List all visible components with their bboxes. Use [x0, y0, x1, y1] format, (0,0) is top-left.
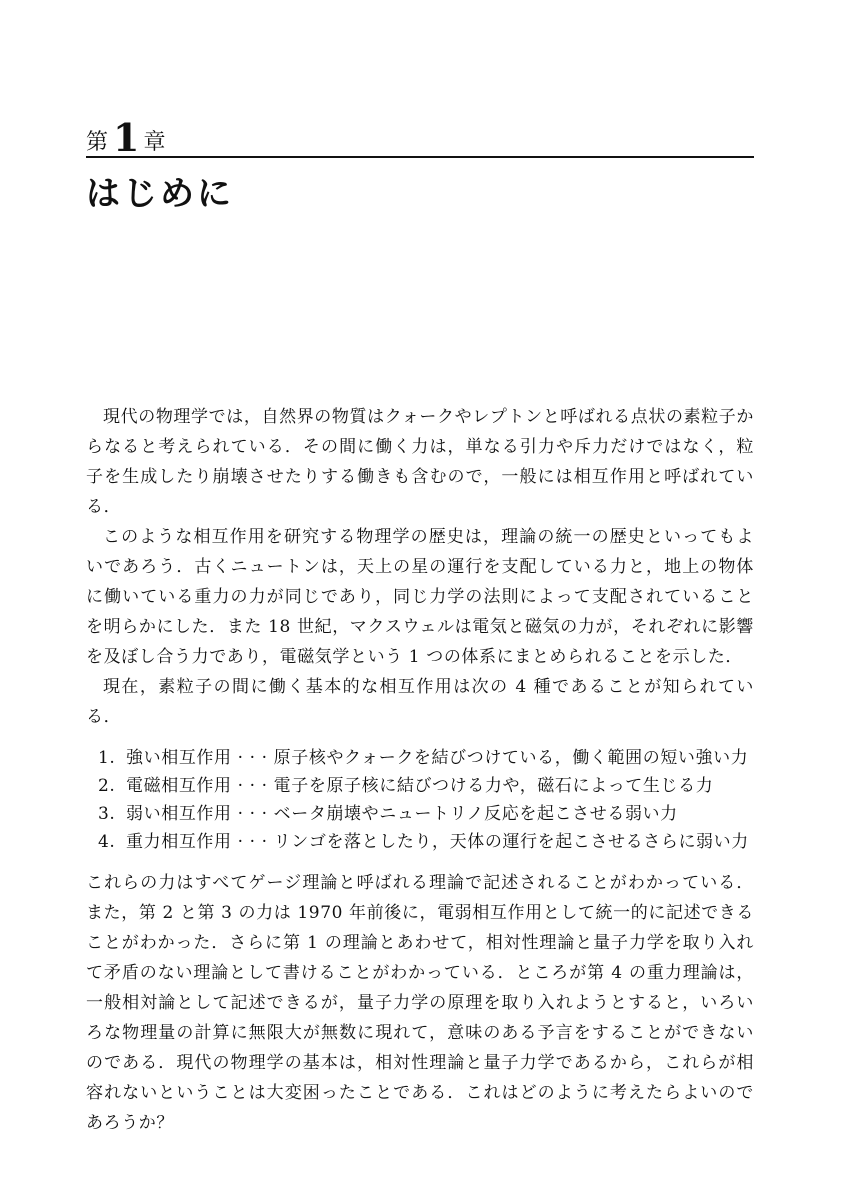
force-item-text: 強い相互作用 · · · 原子核やクォークを結びつけている，働く範囲の短い強い力	[126, 748, 749, 768]
chapter-header	[86, 114, 754, 214]
paragraph-3: 現在，素粒子の間に働く基本的な相互作用は次の 4 種であることが知られている．	[86, 677, 754, 727]
force-item-text: 重力相互作用 · · · リンゴを落としたり，天体の運行を起こさせるさらに弱い力	[126, 832, 749, 852]
force-item-gravity	[98, 828, 754, 856]
force-item-number: 2.	[98, 776, 116, 796]
chapter-rule	[86, 156, 754, 158]
paragraph-1: 現代の物理学では，自然界の物質はクォークやレプトンと呼ばれる点状の素粒子からなると考えられている．その間に働く力は，単なる引力や斥力だけではなく，粒子を生成したり崩壊させたりする働きも含むので，一般には相互作用と呼ばれている．	[86, 407, 754, 517]
chapter-suffix: 章	[143, 130, 166, 155]
chapter-prefix: 第	[86, 130, 109, 155]
chapter-number: 1	[113, 114, 140, 160]
closing-paragraph: これらの力はすべてゲージ理論と呼ばれる理論で記述されることがわかっている．また，第 2 と第 3 の力は 1970 年前後に，電弱相互作用として統一的に記述できることがわかった．さらに第 1 の理論とあわせて，相対性理論と量子力学を取り入れて矛盾のない理論として書けることがわかっている．ところが第 4 の重力理論は，一般相対論として記述できるが，量子力学の原理を取り入れようとすると，いろいろな物理量の計算に無限大が無数に現れて，意味のある予言をすることができないのである．現代の物理学の基本は，相対性理論と量子力学であるから，これらが相容れないということは大変困ったことである．これはどのように考えたらよいのであろうか？	[86, 873, 754, 1133]
body-text	[86, 402, 754, 1138]
force-item-electromagnetic	[98, 772, 754, 800]
force-list	[86, 744, 754, 856]
force-item-text: 弱い相互作用 · · · ベータ崩壊やニュートリノ反応を起こさせる弱い力	[126, 804, 678, 824]
force-item-weak	[98, 800, 754, 828]
force-item-strong	[98, 744, 754, 772]
chapter-label	[86, 114, 754, 160]
chapter-title: はじめに	[86, 174, 234, 214]
paragraph-2: このような相互作用を研究する物理学の歴史は，理論の統一の歴史といってもよいであろう．古くニュートンは，天上の星の運行を支配している力と，地上の物体に働いている重力の力が同じであり，同じ力学の法則によって支配されていることを明らかにした．また 18 世紀，マクスウェルは電気と磁気の力が，それぞれに影響を及ぼし合う力であり，電磁気学という 1 つの体系にまとめられることを示した．	[86, 527, 754, 667]
force-item-text: 電磁相互作用 · · · 電子を原子核に結びつける力や，磁石によって生じる力	[126, 776, 714, 796]
force-item-number: 4.	[98, 832, 116, 852]
force-item-number: 1.	[98, 748, 116, 768]
force-item-number: 3.	[98, 804, 116, 824]
